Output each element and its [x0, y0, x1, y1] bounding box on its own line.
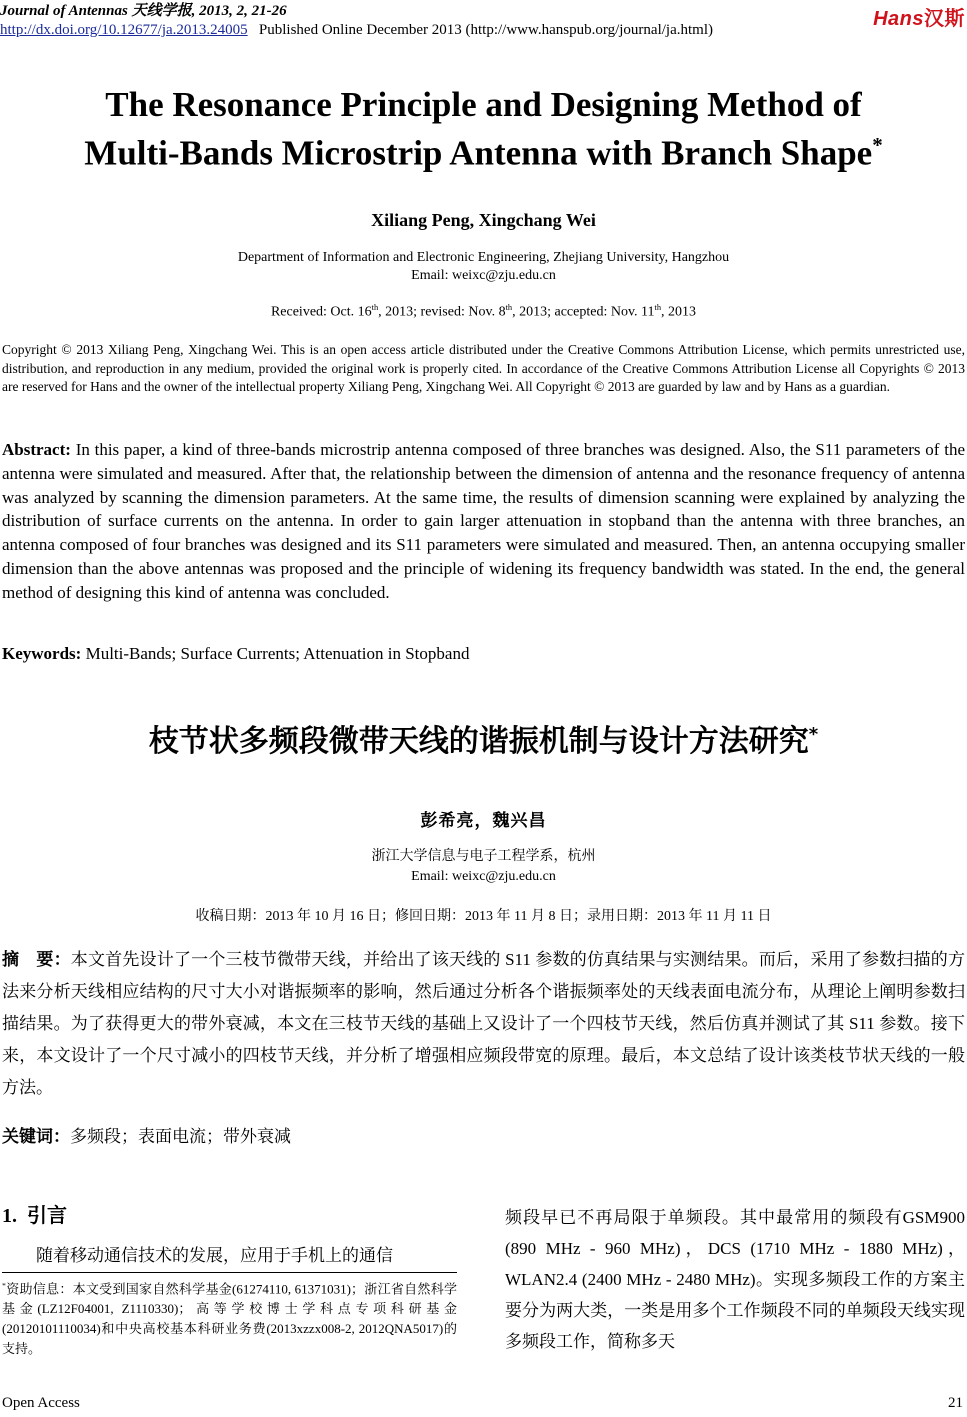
doi-link[interactable]: http://dx.doi.org/10.12677/ja.2013.24005	[0, 22, 248, 38]
english-dates: Received: Oct. 16th, 2013; revised: Nov. 8th, 2013; accepted: Nov. 11th, 2013	[270, 303, 697, 320]
english-authors: Xiliang Peng, Xingchang Wei	[371, 210, 596, 230]
intro-paragraph-col2: 频段早已不再局限于单频段。其中最常用的频段有GSM900 (890 MHz - 960 MHz)，DCS (1710 MHz - 1880 MHz)，WLAN2.4 (2400 MHz - 2480 MHz)。实现多频段工作的方案主要分为两大类，一类是用多个工作频段不同的单频段天线实现多频段工作，简称多天	[505, 1208, 965, 1351]
english-keywords: Keywords: Multi-Bands; Surface Currents; Attenuation in Stopband	[2, 644, 470, 663]
chinese-abstract: 摘 要：本文首先设计了一个三枝节微带天线，并给出了该天线的 S11 参数的仿真结果与实测结果。而后，采用了参数扫描的方法来分析天线相应结构的尺寸大小对谐振频率的影响，然后通过分析各个谐振频率处的天线表面电流分布，从理论上阐明参数扫描结果。为了获得更大的带外衰减，本文在三枝节天线的基础上又设计了一个四枝节天线，然后仿真并测试了其 S11 参数。接下来，本文设计了一个尺寸减小的四枝节天线，并分析了增强相应频段带宽的原理。最后，本文总结了设计该类枝节状天线的一般方法。	[2, 950, 965, 1097]
chinese-authors: 彭希亮，魏兴昌	[420, 811, 547, 830]
english-abstract: Abstract: In this paper, a kind of three-bands microstrip antenna composed of three branches was designed. Also, the S11 parameters of the antenna were simulated and measured. After that, the relationship between the dimension of antenna and the resonance frequency of antenna was analyzed by scanning the dimension parameters. At the same time, the results of dimension scanning were explained by analyzing the distribution of surface currents on the antenna. In order to gain larger attenuation in stopband than the antenna with three branches, an antenna composed of four branches was designed and its S11 parameters were simulated and measured. Then, an antenna occupying smaller dimension than the above antennas was proposed and the principle of widening its frequency bandwidth was stated. In the end, the general method of designing this kind of antenna was concluded.	[2, 440, 966, 602]
chinese-email: Email: weixc@zju.edu.cn	[411, 869, 556, 884]
open-access-footer: Open Access	[2, 1395, 80, 1411]
chinese-title: 枝节状多频段微带天线的谐振机制与设计方法研究*	[148, 724, 819, 759]
intro-paragraph-col1: 随着移动通信技术的发展，应用于手机上的通信	[36, 1246, 393, 1265]
copyright-notice: Copyright © 2013 Xiliang Peng, Xingchang Wei. This is an open access article distributed under the Creative Commons Attribution License, which permits unrestricted use, distribution, and reproduction in any medium, provided the original work is properly cited. In accordance of the Creative Commons Attribution License all Copyrights © 2013 are reserved for Hans and the owner of the intellectual property Xiliang Peng, Xingchang Wei. All Copyright © 2013 are guarded by law and by Hans as a guardian.	[2, 342, 965, 394]
running-header	[0, 2, 713, 40]
journal-cn: 天线学报, 2013, 2, 21-26	[131, 3, 287, 19]
published-note: Published Online December 2013 (http://www.hanspub.org/journal/ja.html)	[258, 22, 713, 38]
english-title: The Resonance Principle and Designing Method of Multi-Bands Microstrip Antenna with Branch Shape*	[84, 85, 883, 173]
chinese-keywords: 关键词：多频段；表面电流；带外衰减	[2, 1127, 291, 1147]
english-email: Email: weixc@zju.edu.cn	[411, 268, 556, 283]
footnote-divider	[2, 1272, 457, 1273]
chinese-affiliation: 浙江大学信息与电子工程学系，杭州 Email: weixc@zju.edu.cn	[0, 847, 967, 887]
page-number: 21	[948, 1395, 963, 1411]
funding-footnote: *资助信息：本文受到国家自然科学基金(61274110, 61371031)；浙江省自然科学基金(LZ12F04001, Z1110330)；高等学校博士学科点专项科研基金(20120101110034)和中央高校基本科研业务费(2013xzzx008-2, 2012QNA5017)的支持。	[2, 1281, 457, 1357]
english-affiliation: Department of Information and Electronic Engineering, Zhejiang University, Hangzhou Email: weixc@zju.edu.cn	[0, 249, 967, 285]
hans-logo: Hans汉斯	[873, 8, 965, 30]
section-heading: 1. 引言	[2, 1203, 67, 1227]
journal-name: Journal of Antennas	[0, 3, 128, 19]
chinese-dates: 收稿日期：2013 年 10 月 16 日；修回日期：2013 年 11 月 8 日；录用日期：2013 年 11 月 11 日	[195, 909, 772, 924]
